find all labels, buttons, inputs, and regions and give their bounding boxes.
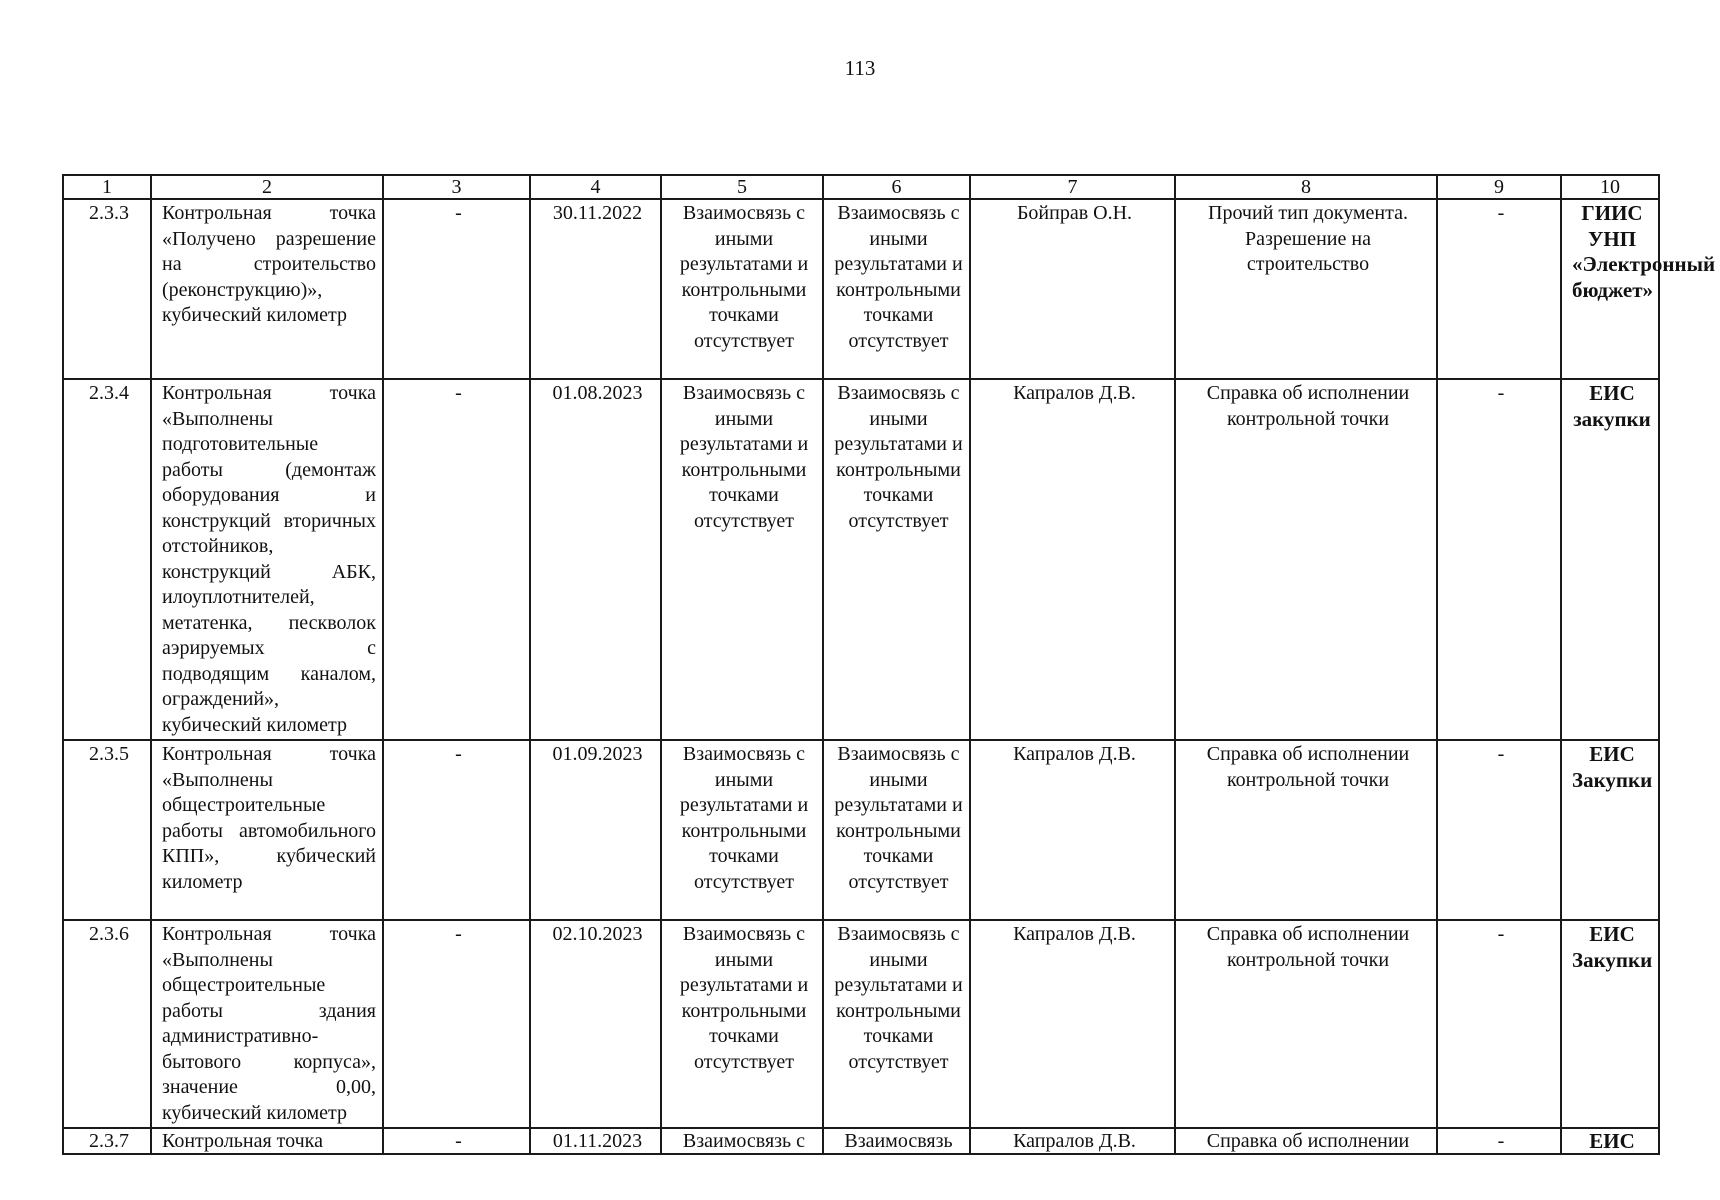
relation-points: Взаимосвязь с иными результатами и контрольными точками отсутствует [823, 740, 970, 920]
relation-results: Взаимосвязь с иными результатами и контрольными точками отсутствует [661, 199, 823, 379]
document-type: Справка об исполнении контрольной точки [1175, 920, 1437, 1128]
relation-results: Взаимосвязь с иными результатами и контрольными точками отсутствует [661, 920, 823, 1128]
header-cell: 6 [823, 175, 970, 199]
control-point-name: Контрольная точка «Выполнены общестроительные работы автомобильного КПП», кубический километр [151, 740, 383, 920]
col9-value: - [1437, 740, 1561, 920]
information-system: ЕИС закупки [1561, 379, 1659, 740]
document-type: Прочий тип документа. Разрешение на строительство [1175, 199, 1437, 379]
due-date: 02.10.2023 [530, 920, 661, 1128]
control-point-name: Контрольная точка «Получено разрешение на строительство (реконструкцию)», кубический километр [151, 199, 383, 379]
header-cell: 9 [1437, 175, 1561, 199]
responsible-person: Капралов Д.В. [970, 920, 1175, 1128]
row-number: 2.3.4 [63, 379, 151, 740]
header-cell: 1 [63, 175, 151, 199]
relation-results: Взаимосвязь с иными результатами и контрольными точками отсутствует [661, 740, 823, 920]
col9-value: - [1437, 920, 1561, 1128]
responsible-person [970, 1128, 1175, 1154]
due-date: 01.08.2023 [530, 379, 661, 740]
relation-results: Взаимосвязь с иными результатами и контрольными точками отсутствует [661, 379, 823, 740]
document-type: Справка об исполнении контрольной точки [1175, 740, 1437, 920]
document-type [1175, 1128, 1437, 1154]
row-number: 2.3.6 [63, 920, 151, 1128]
table-row [63, 199, 1659, 379]
table-row [63, 740, 1659, 920]
cell-text: - [1497, 1130, 1505, 1152]
col3-value: - [383, 199, 530, 379]
header-cell: 7 [970, 175, 1175, 199]
col3-value: - [383, 920, 530, 1128]
col9-value: - [1437, 379, 1561, 740]
information-system [1561, 1128, 1659, 1154]
cell-text: Капралов Д.В. [1013, 1130, 1136, 1152]
col3-value [383, 1128, 530, 1154]
table-row [63, 379, 1659, 740]
row-number: 2.3.3 [63, 199, 151, 379]
col9-value: - [1437, 199, 1561, 379]
header-cell: 5 [661, 175, 823, 199]
row-number: 2.3.5 [63, 740, 151, 920]
header-cell: 3 [383, 175, 530, 199]
relation-points: Взаимосвязь с иными результатами и контрольными точками отсутствует [823, 199, 970, 379]
cell-text: Контрольная точка [162, 1130, 323, 1152]
information-system: ЕИС Закупки [1561, 920, 1659, 1128]
col9-value [1437, 1128, 1561, 1154]
cell-text: - [455, 1130, 462, 1152]
document-type: Справка об исполнении контрольной точки [1175, 379, 1437, 740]
control-point-name: Контрольная точка «Выполнены общестроительные работы здания административно-бытового корпуса», значение 0,00, кубический километр [151, 920, 383, 1128]
header-cell: 4 [530, 175, 661, 199]
table-row [63, 920, 1659, 1128]
information-system: ГИИС УНП «Электронный бюджет» [1561, 199, 1659, 379]
responsible-person: Капралов Д.В. [970, 379, 1175, 740]
header-cell: 10 [1561, 175, 1659, 199]
page-number: 113 [844, 56, 876, 80]
cell-text: 01.11.2023 [552, 1130, 643, 1152]
due-date: 01.09.2023 [530, 740, 661, 920]
cell-text: Взаимосвязь [844, 1130, 953, 1152]
col3-value: - [383, 379, 530, 740]
row-number [63, 1128, 151, 1154]
responsible-person: Капралов Д.В. [970, 740, 1175, 920]
information-system: ЕИС Закупки [1561, 740, 1659, 920]
cell-text: 2.3.7 [89, 1130, 129, 1152]
control-point-name: Контрольная точка «Выполнены подготовительные работы (демонтаж оборудования и конструкций вторичных отстойников, конструкций АБК, илоуплотнителей, метатенка, пескволок аэрируемых с подводящим каналом, ограждений», кубический километр [151, 379, 383, 740]
due-date: 30.11.2022 [530, 199, 661, 379]
control-points-table [62, 174, 1716, 1155]
relation-points: Взаимосвязь с иными результатами и контрольными точками отсутствует [823, 379, 970, 740]
relation-points: Взаимосвязь с иными результатами и контрольными точками отсутствует [823, 920, 970, 1128]
header-cell: 8 [1175, 175, 1437, 199]
due-date [530, 1128, 661, 1154]
cell-text: Взаимосвязь с [682, 1130, 806, 1152]
table-row [63, 1128, 1659, 1154]
col3-value: - [383, 740, 530, 920]
relation-results [661, 1128, 823, 1154]
header-row [63, 175, 1659, 199]
relation-points [823, 1128, 970, 1154]
cell-text: Справка об исполнении [1206, 1130, 1410, 1152]
control-point-name [151, 1128, 383, 1154]
cell-text: ЕИС [1589, 1130, 1635, 1152]
header-cell: 2 [151, 175, 383, 199]
responsible-person: Бойправ О.Н. [970, 199, 1175, 379]
